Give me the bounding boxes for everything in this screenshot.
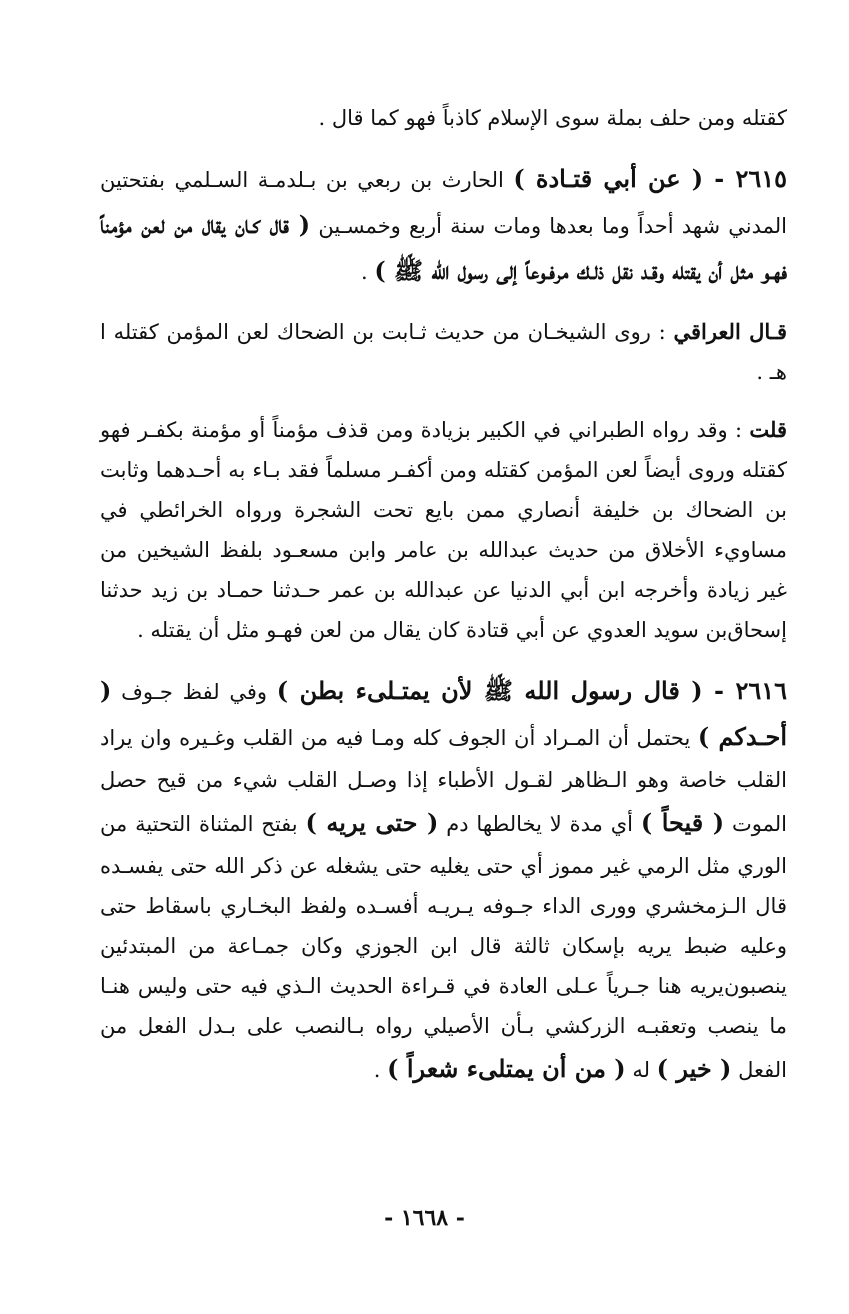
hadith-narrator: ( عن أبي قتـادة ): [513, 164, 704, 193]
paragraph-iraqi: [100, 312, 787, 392]
hadith-text: ( قيحاً ): [640, 808, 725, 837]
commentary-text: يحتمل أن المـراد أن الجوف كله ومـا فيه من القلب وغـيره وان يراد القلب خاصة وهو الـظاهر لقـول الأطباء إذا وصـل القلب شيء من قيح حصل الموت: [100, 726, 787, 836]
paragraph-2615: [100, 156, 787, 294]
commentary-text: أي مدة لا يخالطها دم: [438, 812, 641, 836]
hadith-text: ( حتى يريه ): [305, 808, 439, 837]
commentary-text: وفي لفظ جـوف: [111, 680, 277, 704]
commentary-text: له: [625, 1058, 657, 1082]
page-number: - ١٦٦٨ -: [384, 1205, 465, 1231]
hadith-number: ٢٦١٦ -: [702, 676, 787, 705]
hadith-text: ( أحـدكم ): [100, 676, 787, 751]
commentary-text: بفتح المثناة التحتية من الوري مثل الرمي غير مموز أي حتى يغليه حتى يشغله عن ذكر الله حتى يفسـده قال الـزمخشري وورى الداء جـوفه يـريـه أفسـده ولفظ البخـاري باسقاط حتى وعليه ضبط يريه بإسكان ثالثة قال ابن الجوزي وكان جمـاعة من المبتدئين ينصبون‌يريه هنا جـرياً عـلى العادة في قـراءة الحديث الـذي فيه حتى وليس هنـا ما ينصب وتعقبـه الزركشي بـأن الأصيلي رواه بـالنصب على بـدل الفعل من الفعل: [100, 812, 787, 1082]
continuation-text: كقتله ومن حلف بملة سوى الإسلام كاذباً فهو كما قال .: [318, 106, 787, 130]
hadith-number: ٢٦١٥ -: [703, 164, 788, 193]
commentary-text: الحارث بن ربعي بن بـلدمـة السـلمي بفتحتين المدني شهد أحداً وما بعدها ومات سنة أربع وخمسـين: [100, 168, 788, 238]
hadith-text: ( من أن يمتلىء شعراً ): [387, 1054, 626, 1083]
iraqi-text: : روى الشيخـان من حديث ثـابت بن الضحاك لعن المؤمن كقتله ا هـ .: [100, 320, 787, 384]
heading-iraqi: قـال العراقي: [673, 319, 787, 344]
hadith-text: ( خير ): [656, 1054, 732, 1083]
hadith-text: ( قال كـان يقال من لعن مؤمناً فهـو مثل أن يقتله وقـد نقل ذلـك مرفـوعاً إلى رسول الله ﷺ ): [100, 210, 787, 285]
end-punct: .: [360, 260, 375, 284]
paragraph-2616: [100, 668, 787, 1092]
heading-qultu: قلت: [749, 417, 787, 442]
text-body: [100, 98, 787, 1092]
paragraph-continuation: [100, 98, 787, 138]
hadith-text: ( قال رسول الله ﷺ لأن يمتـلىء بطن ): [276, 676, 703, 705]
paragraph-qultu: [100, 410, 787, 650]
end-punct: .: [373, 1058, 388, 1082]
qultu-text: : وقد رواه الطبراني في الكبير بزيادة ومن قذف مؤمناً أو مؤمنة بكفـر فهو كقتله وروى أيضاً لعن المؤمن كقتله ومن أكفـر مسلماً فقد بـاء به أحـدهما وثابت بن الضحاك بن خليفة أنصاري ممن بايع تحت الشجرة ورواه الخرائطي في مساويء الأخلاق من حديث عبدالله بن عامر وابن مسعـود بلفظ الشيخين من غير زيادة وأخرجه ابن أبي الدنيا عن عبدالله بن عمر حـدثنا حمـاد بن زيد حدثنا إسحاق‌بن سويد العدوي عن أبي قتادة كان يقال من لعن فهـو مثل أن يقتله .: [100, 418, 787, 642]
